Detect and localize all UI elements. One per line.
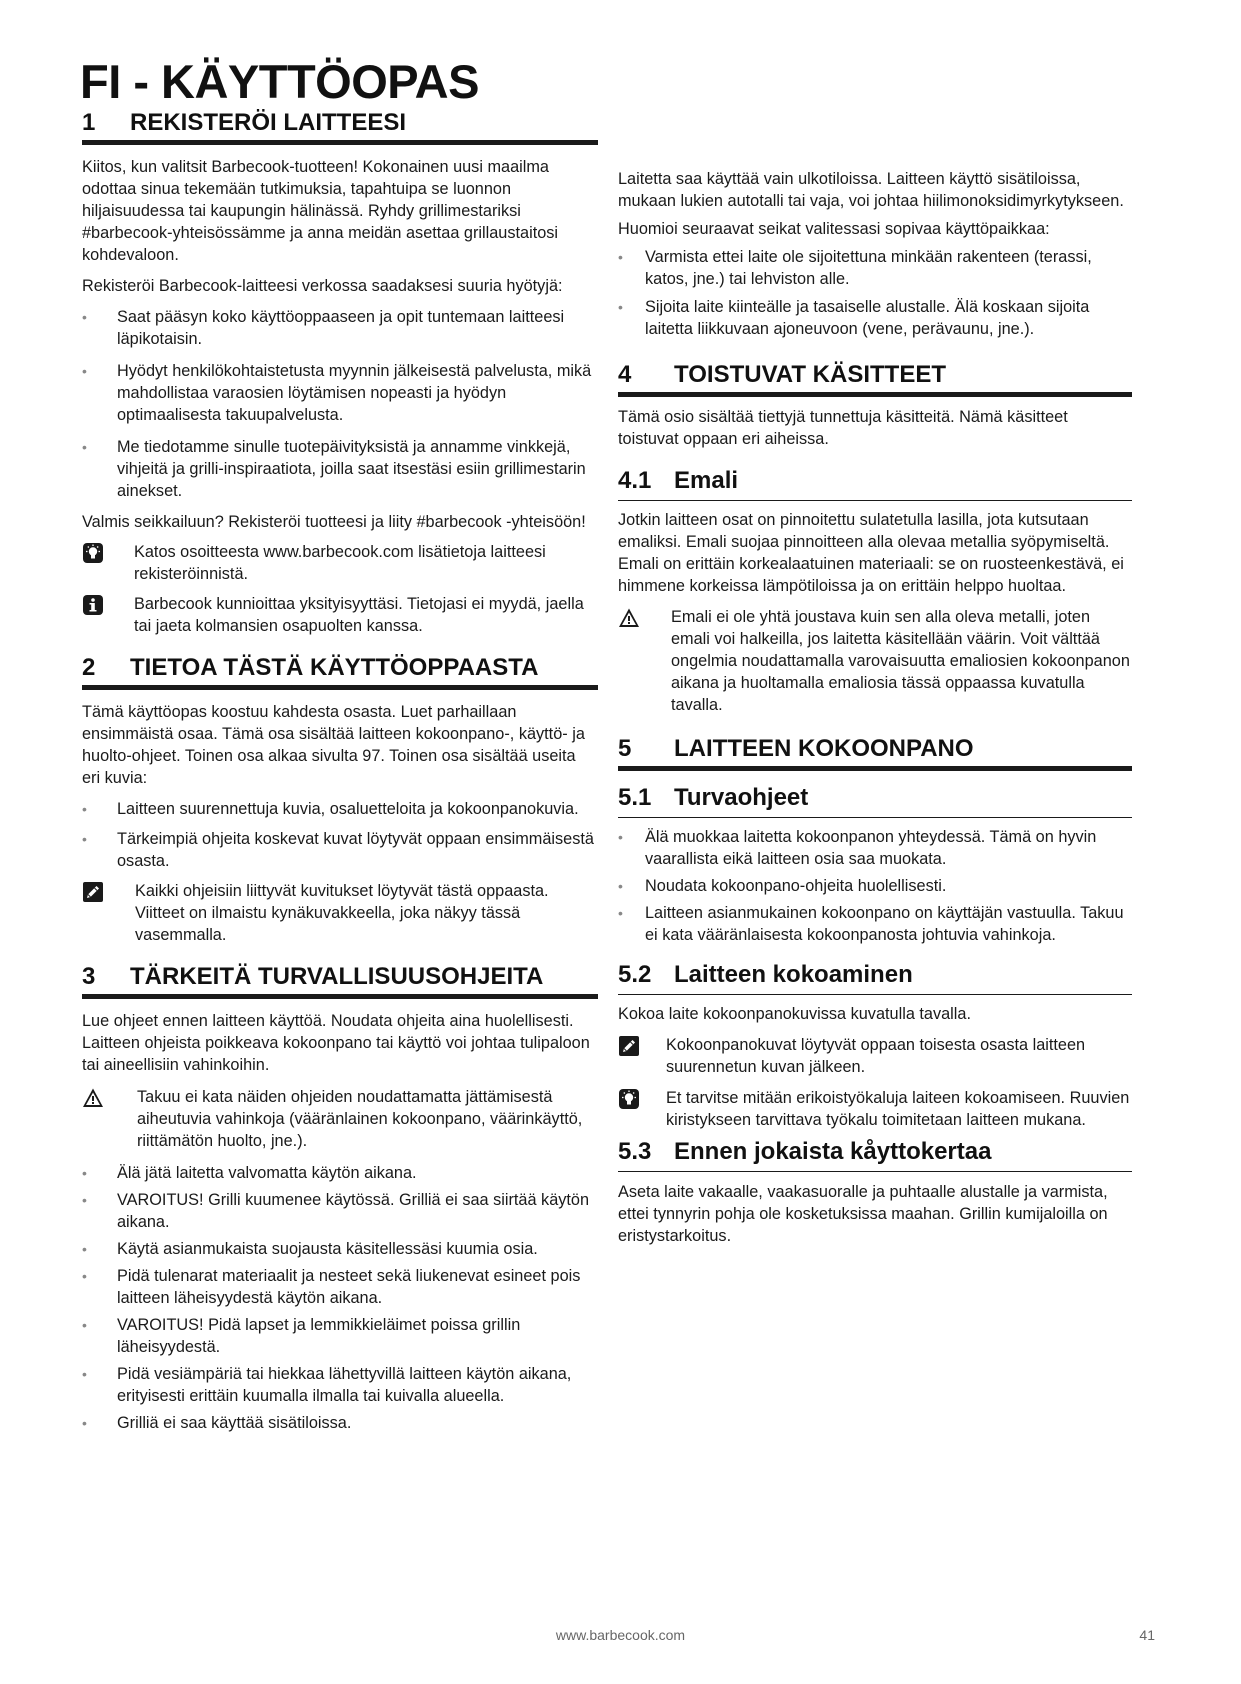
- section-1-heading: [82, 108, 598, 145]
- subsection-5-3-heading: [618, 1137, 1132, 1172]
- section-number: 1: [82, 109, 96, 136]
- lightbulb-icon: [618, 1088, 640, 1110]
- bullet-list: [618, 826, 1132, 946]
- list-item: • VAROITUS! Pidä lapset ja lemmikkieläimet poissa grillin läheisyydestä.: [82, 1314, 598, 1358]
- tip-note: [618, 1087, 1132, 1131]
- list-item: • Älä jätä laitetta valvomatta käytön aikana.: [82, 1162, 598, 1184]
- paragraph: Lue ohjeet ennen laitteen käyttöä. Noudata ohjeita aina huolellisesti. Laitteen ohjeista poikkeava kokoonpano tai käyttö voi johtaa tulipaloon tai aineellisiin vahinkoihin.: [82, 1012, 590, 1074]
- section-2-heading: [82, 653, 598, 690]
- list-item: • Saat pääsyn koko käyttöoppaaseen ja opit tuntemaan laitteesi läpikotaisin.: [82, 306, 598, 350]
- bullet-list: [82, 306, 598, 502]
- bullet-list: [82, 1162, 598, 1434]
- warning-icon: [618, 607, 640, 629]
- pen-note: [82, 880, 598, 946]
- warning-note: [618, 606, 1132, 716]
- section-number: 2: [82, 654, 96, 681]
- subsection-5-2-heading: [618, 960, 1132, 995]
- list-item: • Grilliä ei saa käyttää sisätiloissa.: [82, 1412, 598, 1434]
- pen-icon: [618, 1035, 640, 1057]
- list-item: • Me tiedotamme sinulle tuotepäivityksistä ja annamme vinkkejä, vihjeitä ja grilli-inspiraatiota, joilla saat itsestäsi esiin grillimestarin ainekset.: [82, 436, 598, 502]
- list-item: • VAROITUS! Grilli kuumenee käytössä. Grilliä ei saa siirtää käytön aikana.: [82, 1189, 598, 1233]
- section-title: REKISTERÖI LAITTEESI: [130, 109, 407, 136]
- list-item: • Pidä vesiämpäriä tai hiekkaa lähettyvillä laitteen käytön aikana, erityisesti erittäin kuumalla ilmalla tai kuivalla alueella.: [82, 1363, 598, 1407]
- pen-note: [618, 1034, 1132, 1078]
- pen-icon: [82, 881, 104, 903]
- section-title: LAITTEEN KOKOONPANO: [674, 735, 974, 762]
- document-title: FI - KÄYTTÖOPAS: [80, 55, 479, 108]
- paragraph: Jotkin laitteen osat on pinnoitettu sulatetulla lasilla, jota kutsutaan emaliksi. Emali suojaa pinnoitteen alla olevaa metallia syöpymiseltä. Emali on erittäin korkealaatuinen materiaali: se on ruosteenkestävä, ei himmene korkeissa lämpötiloissa ja on erittäin helppo huoltaa.: [618, 511, 1124, 595]
- left-column: [82, 108, 598, 1434]
- note-text: Barbecook kunnioittaa yksityisyyttäsi. Tietojasi ei myydä, jaella tai jaeta kolmansien osapuolten kanssa.: [134, 595, 584, 635]
- list-item: • Käytä asianmukaista suojausta käsitellessäsi kuumia osia.: [82, 1238, 598, 1260]
- list-item: • Noudata kokoonpano-ohjeita huolellisesti.: [618, 875, 1132, 897]
- note-text: Emali ei ole yhtä joustava kuin sen alla oleva metalli, joten emali voi halkeilla, jos laitetta käsitellään väärin. Voit välttää ongelmia noudattamalla varovaisuutta emaliosien kokoonpanon aikana ja huoltamalla emaliosia tässä oppaassa kuvatulla tavalla.: [671, 608, 1130, 714]
- list-item: • Laitteen asianmukainen kokoonpano on käyttäjän vastuulla. Takuu ei kata vääränlaisesta kokoonpanosta johtuvia vahinkoja.: [618, 902, 1132, 946]
- info-icon: [82, 594, 104, 616]
- paragraph: Rekisteröi Barbecook-laitteesi verkossa saadaksesi suuria hyötyjä:: [82, 277, 563, 295]
- list-item: • Älä muokkaa laitetta kokoonpanon yhteydessä. Tämä on hyvin vaarallista eikä laitteen osia saa muokata.: [618, 826, 1132, 870]
- section-title: TOISTUVAT KÄSITTEET: [674, 361, 947, 388]
- tip-note: [82, 541, 598, 585]
- section-5-heading: [618, 734, 1132, 771]
- bullet-list: [82, 798, 598, 872]
- warning-note: [82, 1086, 598, 1152]
- section-number: 3: [82, 963, 96, 990]
- list-item: • Pidä tulenarat materiaalit ja nesteet sekä liukenevat esineet pois laitteen läheisyydestä käytön aikana.: [82, 1265, 598, 1309]
- footer-url: www.barbecook.com: [555, 1627, 686, 1643]
- list-item: • Tärkeimpiä ohjeita koskevat kuvat löytyvät oppaan ensimmäisestä osasta.: [82, 828, 598, 872]
- paragraph: Huomioi seuraavat seikat valitessasi sopivaa käyttöpaikkaa:: [618, 220, 1050, 238]
- note-text: Katos osoitteesta www.barbecook.com lisätietoja laitteesi rekisteröinnistä.: [134, 543, 546, 583]
- paragraph: Tämä osio sisältää tiettyjä tunnettuja käsitteitä. Nämä käsitteet toistuvat oppaan eri aiheissa.: [618, 408, 1068, 448]
- note-text: Takuu ei kata näiden ohjeiden noudattamatta jättämisestä aiheutuvia vahinkoja (vääränlainen kokoonpano, väärinkäyttö, riittämätön huolto, jne.).: [137, 1088, 583, 1150]
- section-4-heading: [618, 360, 1132, 397]
- subsection-title: Emali: [674, 467, 739, 494]
- list-item: • Laitteen suurennettuja kuvia, osaluetteloita ja kokoonpanokuvia.: [82, 798, 598, 820]
- section-title: TIETOA TÄSTÄ KÄYTTÖOPPAASTA: [130, 654, 539, 681]
- subsection-number: 5.1: [618, 784, 652, 811]
- section-number: 4: [618, 361, 632, 388]
- subsection-number: 5.2: [618, 961, 652, 988]
- note-text: Kaikki ohjeisiin liittyvät kuvitukset löytyvät tästä oppaasta. Viitteet on ilmaistu kynäkuvakkeella, joka näkyy tässä vasemmalla.: [135, 882, 549, 944]
- note-text: Kokoonpanokuvat löytyvät oppaan toisesta osasta laitteen suurennetun kuvan jälkeen.: [666, 1036, 1086, 1076]
- paragraph: Tämä käyttöopas koostuu kahdesta osasta. Luet parhaillaan ensimmäistä osaa. Tämä osa sisältää laitteen kokoonpano-, käyttö- ja huolto-ohjeet. Toinen osa alkaa sivulta 97. Toinen osa sisältää useita eri kuvia:: [82, 703, 585, 787]
- subsection-5-1-heading: [618, 783, 1132, 818]
- section-3-heading: [82, 962, 598, 999]
- warning-icon: [82, 1087, 104, 1109]
- paragraph: Kokoa laite kokoonpanokuvissa kuvatulla tavalla.: [618, 1005, 971, 1023]
- paragraph: Laitetta saa käyttää vain ulkotiloissa. Laitteen käyttö sisätiloissa, mukaan lukien autotalli tai vaja, voi johtaa hiilimonoksidimyrkytykseen.: [618, 170, 1124, 210]
- note-text: Et tarvitse mitään erikoistyökaluja laiteen kokoamiseen. Ruuvien kiristykseen tarvittava työkalu toimitetaan laitteen mukana.: [666, 1089, 1130, 1129]
- subsection-number: 4.1: [618, 467, 652, 494]
- lightbulb-icon: [82, 542, 104, 564]
- section-number: 5: [618, 735, 632, 762]
- section-title: TÄRKEITÄ TURVALLISUUSOHJEITA: [130, 963, 544, 990]
- list-item: • Hyödyt henkilökohtaistetusta myynnin jälkeisestä palvelusta, mikä mahdollistaa varaosien löytämisen nopeasti ja hyödyn optimaalisesta takuupalvelusta.: [82, 360, 598, 426]
- subsection-title: Ennen jokaista kåyttokertaa: [674, 1138, 992, 1165]
- paragraph: Aseta laite vakaalle, vaakasuoralle ja puhtaalle alustalle ja varmista, ettei tynnyrin pohja ole kosketuksissa maahan. Grillin kumijaloilla on eristystarkoitus.: [618, 1183, 1108, 1245]
- subsection-title: Laitteen kokoaminen: [674, 961, 913, 988]
- paragraph: Valmis seikkailuun? Rekisteröi tuotteesi ja liity #barbecook -yhteisöön!: [82, 513, 586, 531]
- subsection-title: Turvaohjeet: [674, 784, 809, 811]
- list-item: • Varmista ettei laite ole sijoitettuna minkään rakenteen (terassi, katos, jne.) tai lehviston alle.: [618, 246, 1132, 290]
- list-item: • Sijoita laite kiinteälle ja tasaiselle alustalle. Älä koskaan sijoita laitetta liikkuvaan ajoneuvoon (vene, perävaunu, jne.).: [618, 296, 1132, 340]
- subsection-4-1-heading: [618, 466, 1132, 501]
- right-column: [618, 168, 1132, 1247]
- info-note: [82, 593, 598, 637]
- bullet-list: [618, 246, 1132, 340]
- page-number: 41: [1139, 1627, 1155, 1643]
- paragraph: Kiitos, kun valitsit Barbecook-tuotteen! Kokonainen uusi maailma odottaa sinua tekemään tutkimuksia, tapahtuipa se luonnon hiljaisuudessa tai kaupungin hälinässä. Ryhdy grillimestariksi #barbecook-yhteisössämme ja anna meidän asettaa grillaustaitosi kohdevaloon.: [82, 158, 559, 264]
- subsection-number: 5.3: [618, 1138, 652, 1165]
